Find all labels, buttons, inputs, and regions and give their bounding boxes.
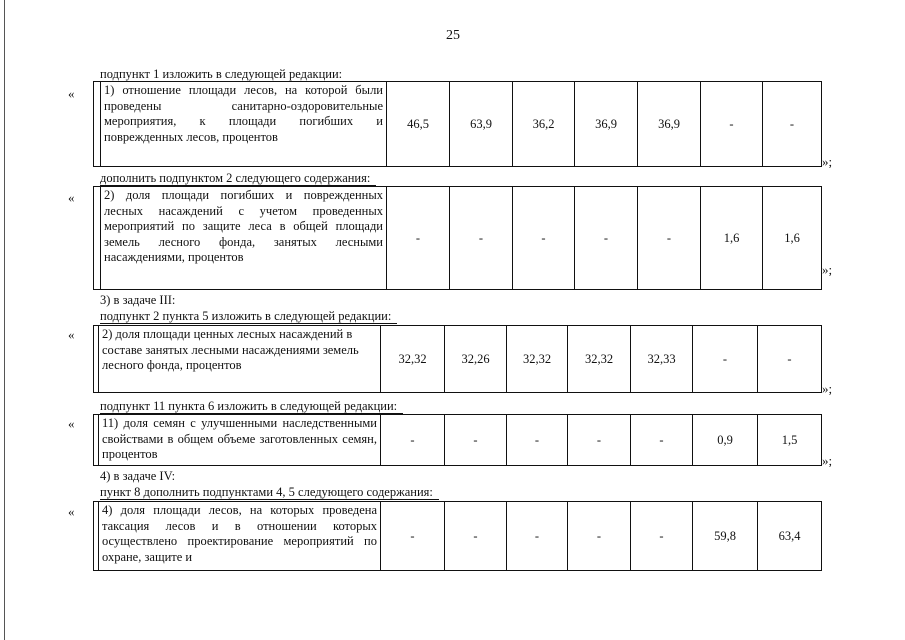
value-cell: 32,33 xyxy=(631,326,693,393)
open-quote: « xyxy=(68,416,75,431)
indicator-table xyxy=(93,325,822,393)
table-row xyxy=(94,502,822,571)
indicator-description: 2) доля площади ценных лесных насаждений в составе занятых лесными насаждениями земель лесного фонда, процентов xyxy=(99,326,381,393)
value-cell: - xyxy=(381,415,445,466)
page-left-border xyxy=(4,0,5,640)
instruction-line: дополнить подпунктом 2 следующего содержания: xyxy=(100,171,370,185)
open-quote: « xyxy=(68,86,75,101)
value-cell: - xyxy=(568,415,631,466)
open-quote: « xyxy=(68,504,75,519)
value-cell: 63,9 xyxy=(450,82,513,167)
value-cell: 32,32 xyxy=(507,326,568,393)
indicator-description: 11) доля семян с улучшенными наследственными свойствами в общем объеме заготовленных семян, процентов xyxy=(99,415,381,466)
table-row xyxy=(94,415,822,466)
value-cell: 32,32 xyxy=(381,326,445,393)
instruction-line: подпункт 11 пункта 6 изложить в следующей редакции: xyxy=(100,399,397,413)
value-cell: 32,32 xyxy=(568,326,631,393)
value-cell: - xyxy=(638,187,701,290)
value-cell: - xyxy=(445,502,507,571)
value-cell: - xyxy=(445,415,507,466)
value-cell: 1,6 xyxy=(763,187,822,290)
page-number: 25 xyxy=(446,28,460,43)
value-cell: - xyxy=(631,415,693,466)
indicator-table xyxy=(93,414,822,466)
value-cell: - xyxy=(387,187,450,290)
instruction-line: подпункт 2 пункта 5 изложить в следующей редакции: xyxy=(100,309,391,323)
instruction-line: пункт 8 дополнить подпунктами 4, 5 следующего содержания: xyxy=(100,485,433,499)
table-row xyxy=(94,326,822,393)
indicator-table xyxy=(93,81,822,167)
value-cell: - xyxy=(450,187,513,290)
value-cell: 63,4 xyxy=(758,502,822,571)
close-quote: »; xyxy=(822,453,833,468)
row-marker-cell xyxy=(94,82,101,167)
value-cell: 0,9 xyxy=(693,415,758,466)
indicator-table xyxy=(93,501,822,571)
value-cell: - xyxy=(631,502,693,571)
value-cell: 36,2 xyxy=(513,82,575,167)
instruction-line: 4) в задаче IV: xyxy=(100,469,176,483)
value-cell: 32,26 xyxy=(445,326,507,393)
value-cell: - xyxy=(568,502,631,571)
value-cell: - xyxy=(575,187,638,290)
indicator-description: 2) доля площади погибших и поврежденных лесных насаждений с учетом проведенных мероприятий по защите леса в общей площади земель лесного фонда, занятых лесными насаждениями, процентов xyxy=(101,187,387,290)
value-cell: - xyxy=(701,82,763,167)
value-cell: - xyxy=(507,502,568,571)
indicator-table xyxy=(93,186,822,290)
instruction-line: подпункт 1 изложить в следующей редакции: xyxy=(100,67,343,81)
instruction-line: 3) в задаче III: xyxy=(100,293,176,307)
value-cell: 36,9 xyxy=(575,82,638,167)
value-cell: - xyxy=(763,82,822,167)
table-row xyxy=(94,82,822,167)
close-quote: »; xyxy=(822,154,833,169)
value-cell: - xyxy=(693,326,758,393)
row-marker-cell xyxy=(94,187,101,290)
value-cell: 59,8 xyxy=(693,502,758,571)
value-cell: 1,6 xyxy=(701,187,763,290)
open-quote: « xyxy=(68,190,75,205)
close-quote: »; xyxy=(822,381,833,396)
open-quote: « xyxy=(68,327,75,342)
table-row xyxy=(94,187,822,290)
value-cell: 46,5 xyxy=(387,82,450,167)
value-cell: - xyxy=(381,502,445,571)
value-cell: - xyxy=(758,326,822,393)
value-cell: 1,5 xyxy=(758,415,822,466)
value-cell: - xyxy=(513,187,575,290)
close-quote: »; xyxy=(822,262,833,277)
indicator-description: 1) отношение площади лесов, на которой были проведены санитарно-оздоровительные мероприятия, к площади погибших и поврежденных лесов, процентов xyxy=(101,82,387,167)
value-cell: 36,9 xyxy=(638,82,701,167)
value-cell: - xyxy=(507,415,568,466)
indicator-description: 4) доля площади лесов, на которых проведена таксация лесов и в отношении которых осуществлено проектирование мероприятий по охране, защите и xyxy=(99,502,381,571)
